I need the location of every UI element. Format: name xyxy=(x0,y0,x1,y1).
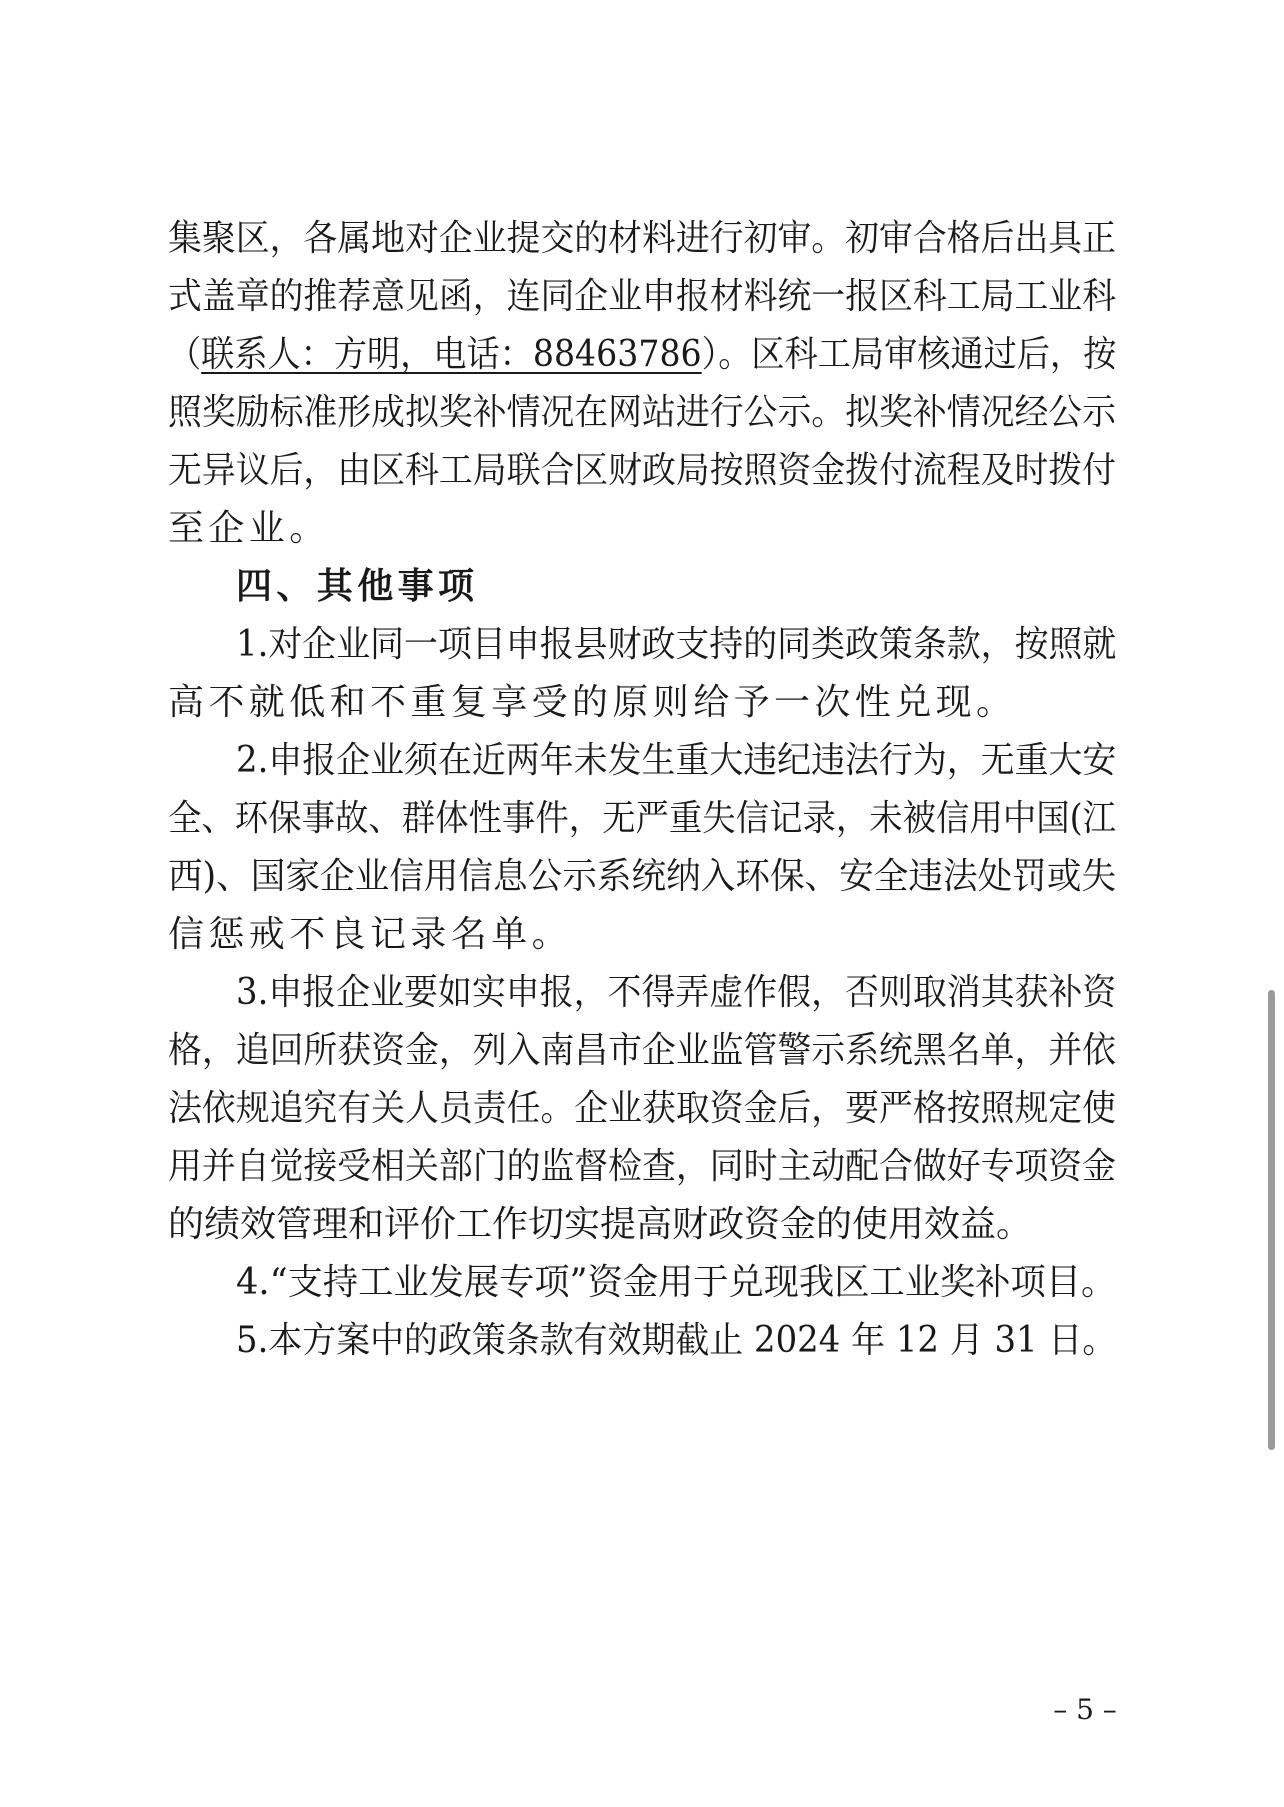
section-heading: 四、其他事项 xyxy=(236,566,479,607)
vertical-scrollbar[interactable] xyxy=(1268,990,1275,1450)
paragraph-line: 无异议后，由区科工局联合区财政局按照资金拨付流程及时拨付 xyxy=(168,450,1117,491)
paragraph-text: ）。区科工局审核通过后，按 xyxy=(701,334,1117,375)
item-line: 的绩效管理和评价工作切实提高财政资金的使用效益。 xyxy=(168,1204,1033,1245)
item-line: 法依规追究有关人员责任。企业获取资金后，要严格按照规定使 xyxy=(168,1088,1117,1129)
item-line: 3.申报企业要如实申报，不得弄虚作假，否则取消其获补资 xyxy=(236,972,1117,1013)
item-line: 4.“支持工业发展专项”资金用于兑现我区工业奖补项目。 xyxy=(236,1262,1117,1303)
item-line: 1.对企业同一项目申报县财政支持的同类政策条款，按照就 xyxy=(236,624,1117,665)
page-number: – 5 – xyxy=(1053,1693,1117,1726)
paragraph-line: 照奖励标准形成拟奖补情况在网站进行公示。拟奖补情况经公示 xyxy=(168,392,1117,433)
paragraph-line: 集聚区，各属地对企业提交的材料进行初审。初审合格后出具正 xyxy=(168,218,1117,259)
item-line: 西)、国家企业信用信息公示系统纳入环保、安全违法处罚或失 xyxy=(168,856,1117,897)
item-line: 高不就低和不重复享受的原则给予一次性兑现。 xyxy=(168,682,1017,723)
paragraph-line: 式盖章的推荐意见函，连同企业申报材料统一报区科工局工业科 xyxy=(168,276,1117,317)
item-line: 信惩戒不良记录名单。 xyxy=(168,914,573,955)
item-line: 5.本方案中的政策条款有效期截止 2024 年 12 月 31 日。 xyxy=(236,1320,1117,1361)
item-line: 2.申报企业须在近两年未发生重大违纪违法行为，无重大安 xyxy=(236,740,1117,781)
contact-info: 联系人：方明，电话：88463786 xyxy=(201,334,702,375)
item-line: 用并自觉接受相关部门的监督检查，同时主动配合做好专项资金 xyxy=(168,1146,1117,1187)
item-line: 全、环保事故、群体性事件，无严重失信记录，未被信用中国(江 xyxy=(168,798,1117,839)
paragraph-line xyxy=(168,322,1117,388)
open-paren: （ xyxy=(168,334,202,375)
paragraph-line: 至企业。 xyxy=(168,508,330,549)
item-line: 格，追回所获资金，列入南昌市企业监管警示系统黑名单，并依 xyxy=(168,1030,1117,1071)
